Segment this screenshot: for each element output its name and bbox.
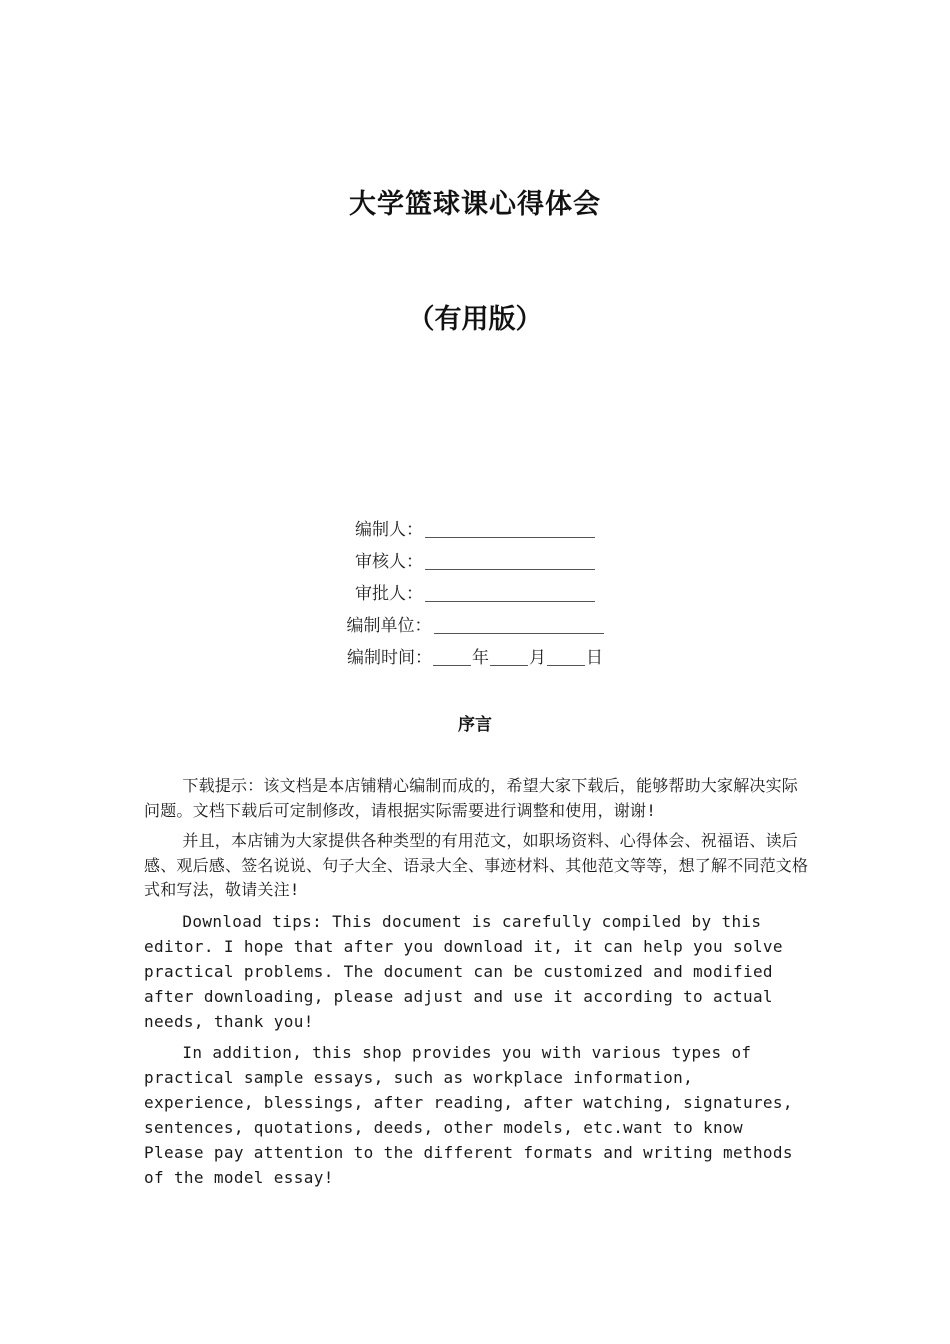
compiler-label: 编制人： (355, 520, 423, 540)
preface-paragraph: Download tips: This document is carefully compiled by this editor. I hope that after you download it, it can help you solve practical problems. The document can be customized and modified after downloading, please adjust and use it according to actual needs, thank you! (144, 911, 783, 1031)
month-blank (490, 643, 528, 666)
unit-row (0, 611, 950, 643)
time-label: 编制时间： (347, 648, 432, 668)
preface-heading: 序言 (458, 715, 492, 735)
signoff-block (0, 515, 950, 675)
approver-label: 审批人： (355, 584, 423, 604)
unit-blank (434, 611, 604, 634)
year-label: 年 (472, 648, 489, 668)
reviewer-label: 审核人： (355, 552, 423, 572)
preface-paragraph: 并且，本店铺为大家提供各种类型的有用范文，如职场资料、心得体会、祝福语、读后感、观后感、签名说说、句子大全、语录大全、事迹材料、其他范文等等，想了解不同范文格式和写法，敬请关注! (144, 831, 809, 899)
compiler-blank (425, 515, 595, 538)
day-blank (547, 643, 585, 666)
preface-body (144, 774, 809, 1196)
time-row (0, 643, 950, 675)
document-subtitle: （有用版） (407, 304, 543, 335)
reviewer-blank (425, 547, 595, 570)
preface-paragraph: In addition, this shop provides you with various types of practical sample essays, such as workplace information, experience, blessings, after reading, after watching, signatures, sentences, quotations, deeds, other models, etc.want to know Please pay attention to the different formats and writing methods of the model essay! (144, 1042, 793, 1187)
approver-blank (425, 579, 595, 602)
reviewer-row (0, 547, 950, 579)
document-title: 大学篮球课心得体会 (349, 189, 601, 220)
day-label: 日 (586, 648, 603, 668)
unit-label: 编制单位： (346, 616, 432, 636)
preface-paragraph: 下载提示：该文档是本店铺精心编制而成的，希望大家下载后，能够帮助大家解决实际问题。文档下载后可定制修改，请根据实际需要进行调整和使用，谢谢! (144, 776, 798, 820)
month-label: 月 (529, 648, 546, 668)
year-blank (433, 643, 471, 666)
approver-row (0, 579, 950, 611)
compiler-row (0, 515, 950, 547)
